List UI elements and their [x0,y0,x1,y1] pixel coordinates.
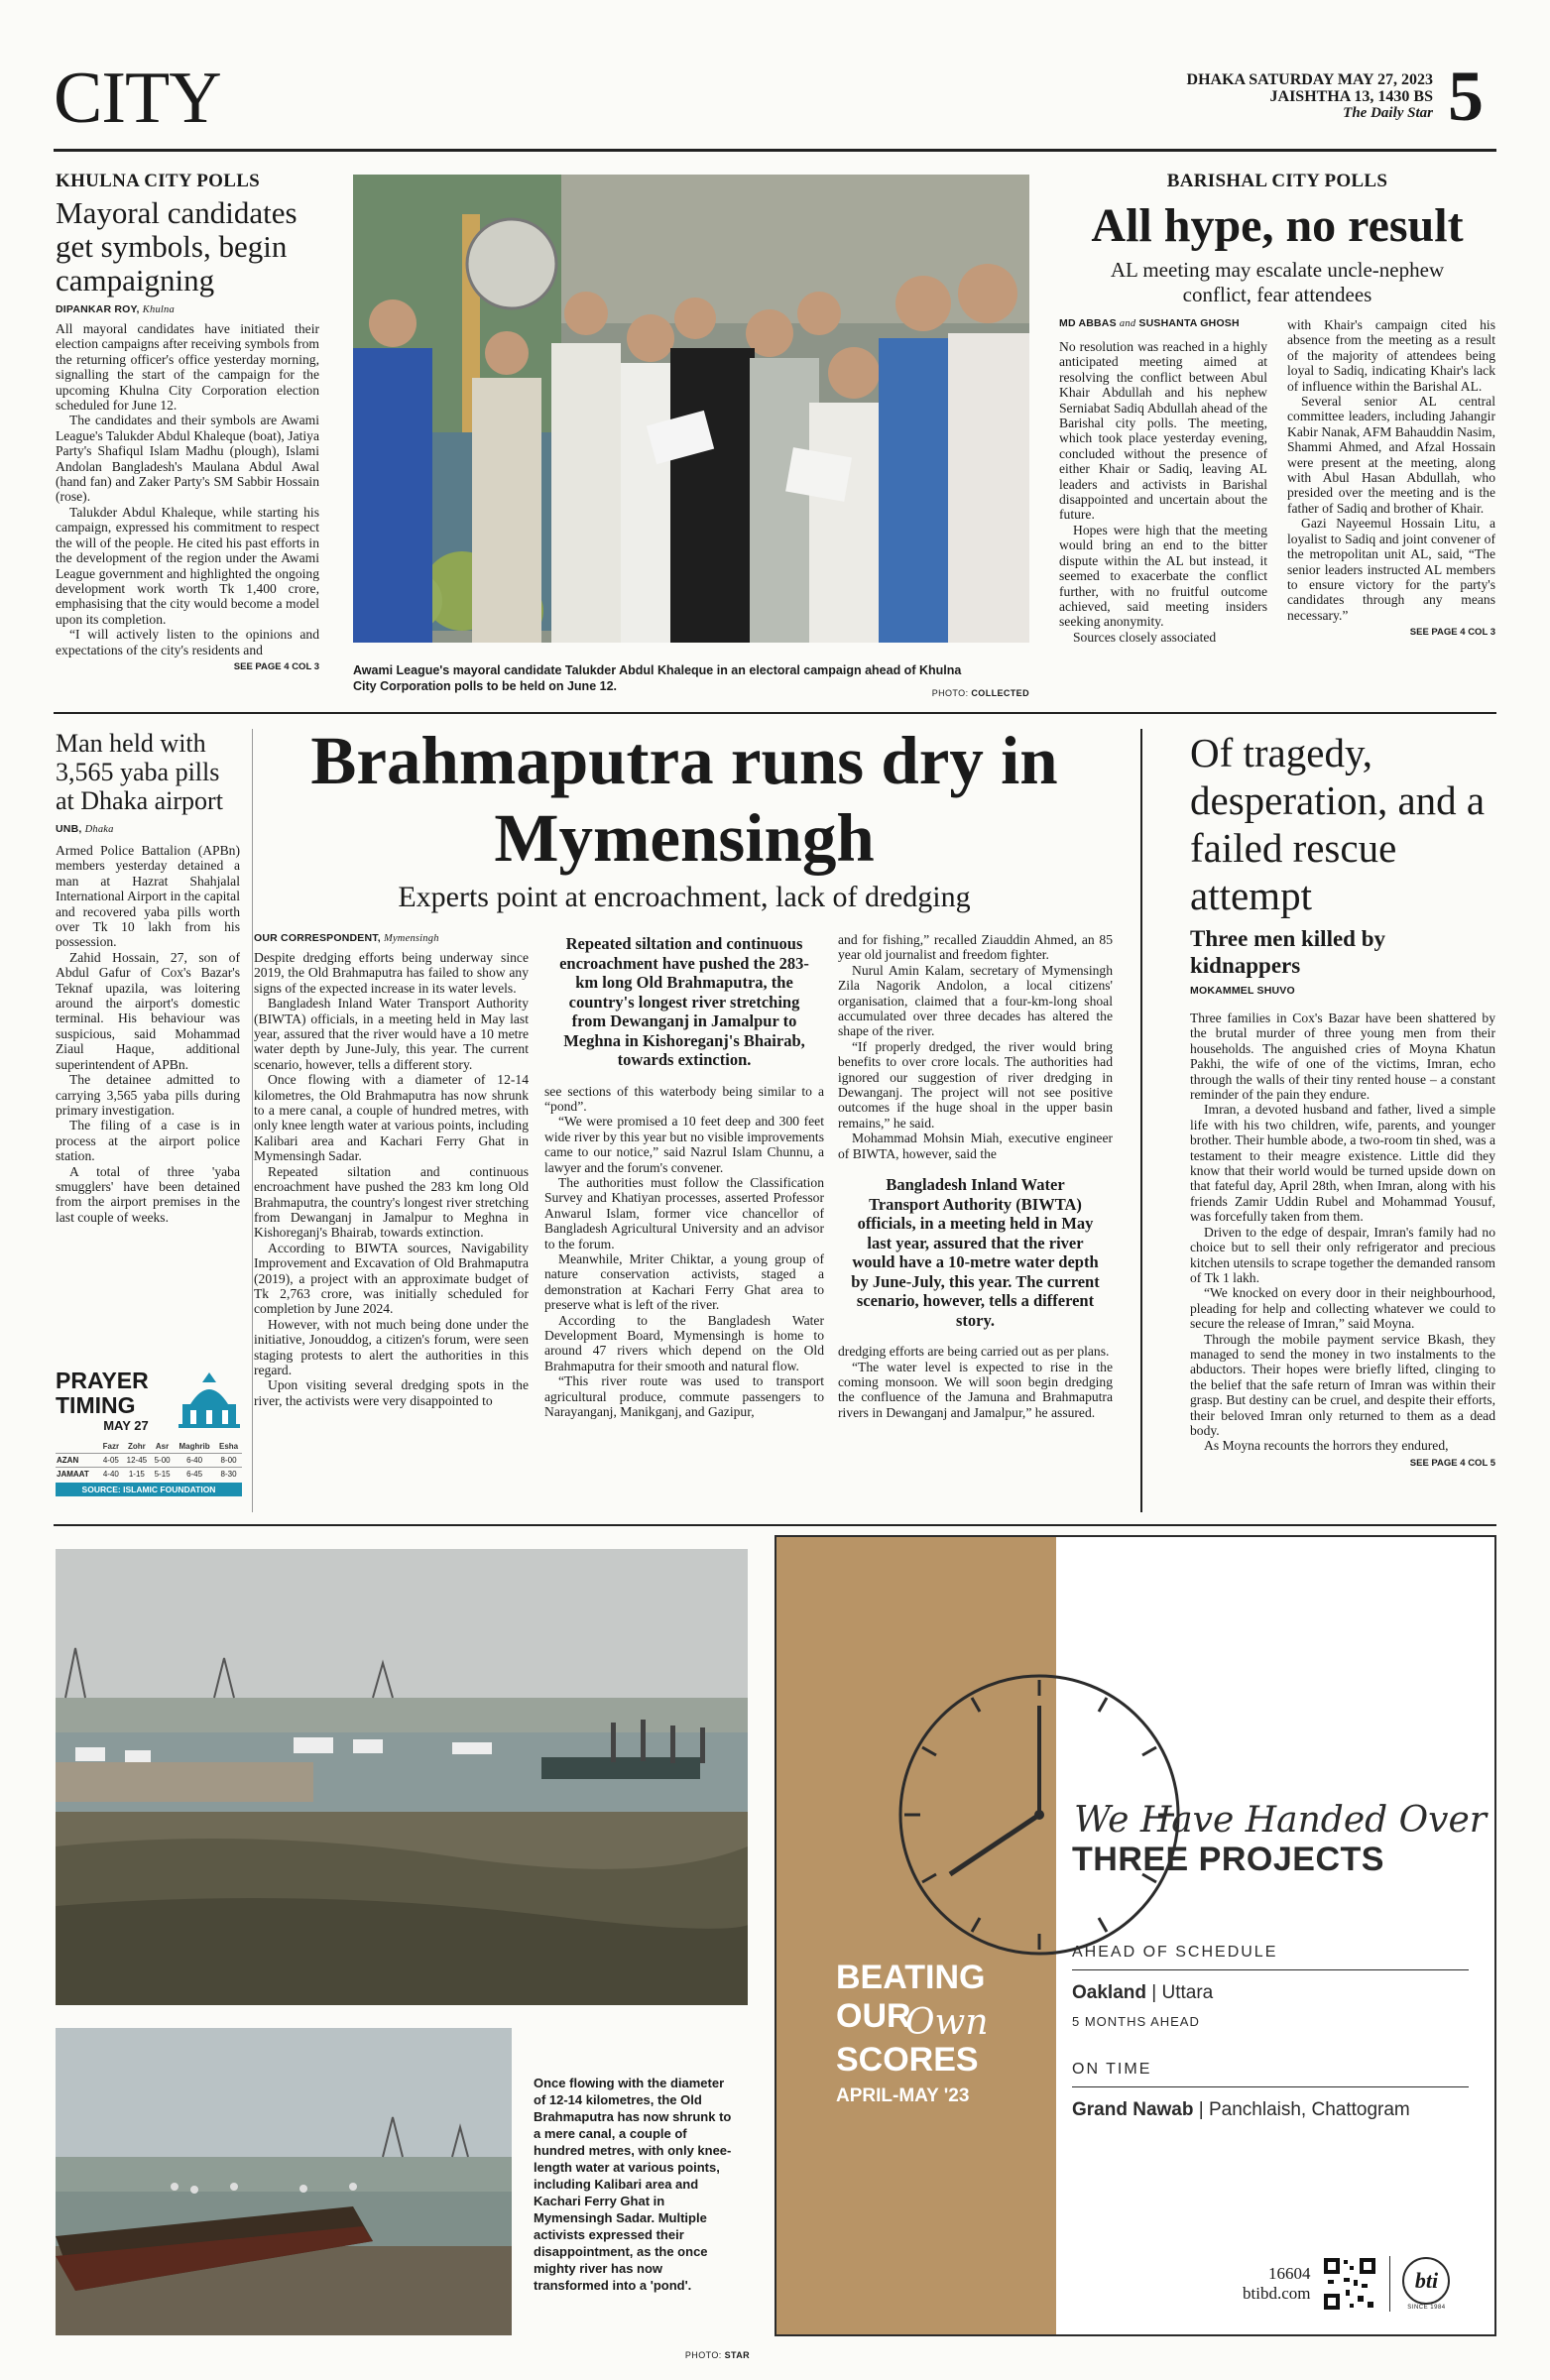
prayer-col-header: Esha [218,1442,239,1451]
yaba-paragraph: The detainee admitted to carrying 3,565 yaba pills during primary investigation. [56,1072,240,1118]
khulna-byline-name: DIPANKAR ROY, [56,303,140,315]
brahmaputra-col2 [544,932,824,1419]
tragedy-headline: Of tragedy, desperation, and a failed rescue attempt [1190,730,1486,918]
prayer-time: 6-45 [186,1470,203,1479]
river-photo-top-art [56,1549,748,2005]
ad-beating-line2: OUR [836,1997,911,2035]
section-divider [54,1524,1496,1526]
prayer-row-label: JAMAAT [57,1470,89,1479]
ad-separator: | [1151,1982,1157,2003]
tragedy-paragraph: Driven to the edge of despair, Imran's family had no choice but to sell their only refrigerator and precious kitchen utensils to scrape together the demanded ransom of Tk 1 lakh. [1190,1224,1495,1285]
barishal-paragraph: Hopes were high that the meeting would bring an end to the bitter dispute within the AL but instead, it seemed to exacerbate the conflict further, with no fruitful outcome achieved, said meeting insiders seeking anonymity. [1059,522,1267,630]
section-divider [54,712,1496,714]
brahmaputra-paragraph: However, with not much being done under the initiative, Jonouddog, a citizen's forum, were seen staging protests to alert the authorities in this regard. [254,1316,529,1377]
barishal-paragraph: No resolution was reached in a highly anticipated meeting aimed at resolving the conflict between Abul Khair Abdullah and his nephew Serniabat Sadiq Abdullah ahead of the Barishal city polls. The meeting, which took place yesterday evening, concluded without the presence of either Khair or Sadiq, leaving AL leaders and activists in Barishal disappointed and uncertain about the future. [1059,339,1267,523]
yaba-byline-name: UNB, [56,823,82,835]
khulna-campaign-photo-art [353,175,1029,643]
barishal-paragraph: Several senior AL central committee leaders, including Jahangir Kabir Nanak, AFM Bahauddin Nasim, Shammi Ahmed, and Afzal Hossain were present at the meeting, along with Abul Hasan Abdullah, who presided over the meeting and is the father of Sadiq and brother of Khair. [1287,394,1495,516]
barishal-paragraph: Sources closely associated [1073,629,1217,645]
brahmaputra-paragraph: “This river route was used to transport agricultural produce, commute passengers to Narayanganj, Manikganj, and Gazipur, [544,1373,824,1420]
khulna-kicker: KHULNA CITY POLLS [56,171,261,191]
ad-beating-script: Own [905,2002,989,2043]
masthead-bangla-date: JAISHTHA 13, 1430 BS [1269,88,1433,105]
brahmaputra-paragraph: “If properly dredged, the river would bring benefits to over crore locals. The authorities had ignored our suggestion of river dredging in Dewanganj. The project will not see positive outcomes if the huge shoal in the upper basin remains,” he said. [838,1038,1113,1130]
river-photo-top [56,1549,748,2005]
ad-details [1072,1944,1469,2121]
brahmaputra-dateline: Mymensingh [384,933,439,944]
photo-credit-label: PHOTO: [684,2350,722,2360]
brahmaputra-paragraph: “The water level is expected to rise in the coming monsoon. We will soon begin dredging the confluence of the Jamuna and Brahmaputra rivers in Dewanganj and Jamalpur,” he assured. [838,1359,1113,1420]
prayer-time: 5-00 [154,1456,171,1465]
brahmaputra-body-col1 [254,950,529,1408]
brahmaputra-paragraph: Upon visiting several dredging spots in the river, the activists were very disappointed to [254,1377,529,1408]
prayer-col-header: Maghrib [179,1442,210,1451]
prayer-time: 8-30 [220,1470,237,1479]
brahmaputra-paragraph: dredging efforts are being carried out as per plans. [838,1344,1110,1360]
yaba-story [56,729,240,1225]
brahmaputra-body-col3-end [838,1344,1113,1420]
ad-period: APRIL-MAY '23 [836,2085,970,2106]
brahmaputra-paragraph: Nurul Amin Kalam, secretary of Mymensingh Zila Nagorik Andolon, a local citizens' organisation, claimed that a four-km-long shoal accumulated over three decades has altered the shape of the river. [838,962,1113,1039]
barishal-byline-a: MD ABBAS [1059,317,1117,329]
photo-credit-source: STAR [724,2350,750,2360]
brahmaputra-body-col2 [544,1084,824,1420]
ad-big-line: THREE PROJECTS [1072,1841,1384,1878]
yaba-paragraph: Armed Police Battalion (APBn) members yesterday detained a man at Hazrat Shahjalal International Airport in the capital and recovered yaba pills worth over Tk 10 lakh from his possession. [56,843,240,950]
yaba-byline [56,823,240,835]
yaba-paragraph: The filing of a case is in process at the airport police station. [56,1118,240,1164]
khulna-paragraph: “I will actively listen to the opinions and expectations of the city's residents and [56,627,319,657]
brahmaputra-paragraph: Repeated siltation and continuous encroachment have pushed the 283 km long Old Brahmaputra, the country's longest river stretching from Dewanganj in Jamalpur to Meghna in Kishoreganj's Bhairab, towards extinction. [254,1163,529,1241]
khulna-photo-credit [912,688,1029,698]
ad-hotline: 16604 [1267,2264,1311,2283]
barishal-story [1059,171,1495,645]
prayer-timing-box [56,1368,242,1496]
tragedy-paragraph: Imran, a devoted husband and father, lived a simple life with his two children, wife, parents, and younger brother. Their humble abode, a two-room tin shed, was a testament to their meagre existence. Little did they know that their world would be turned upside down on that fateful day, April 28th, when Imran, along with his friends Zamir Uddin Rubel and Mohammad Yousuf, was forcefully taken from them. [1190,1102,1495,1225]
masthead-date-block [1140,71,1433,122]
ad-section-ontime: ON TIME [1072,2061,1469,2087]
brahmaputra-paragraph: Bangladesh Inland Water Transport Authority (BIWTA) officials, in a meeting held in May last year, assured that the river would have a 10 metre water depth by June-July, this year. The current scenario, however, tells a different story. [254,996,529,1072]
ad-project2-location: Panchlaish, Chattogram [1208,2099,1410,2120]
ad-website[interactable]: btibd.com [1243,2284,1311,2303]
prayer-title-line1: PRAYER [56,1368,149,1393]
barishal-paragraph: Gazi Nayeemul Hossain Litu, a loyalist to Sadiq and joint convener of the metropolitan unit AL, said, “The senior leaders instructed AL members to ensure victory for the party's candidates through any means necessary.” [1287,516,1495,623]
yaba-body [56,843,240,1225]
ad-script-line: We Have Handed Over [1074,1800,1488,1841]
bti-since: SINCE 1984 [1407,2305,1446,2311]
photo-credit-label: PHOTO: [931,688,969,698]
tragedy-see-more-link[interactable]: SEE PAGE 4 COL 5 [1409,1457,1495,1469]
khulna-byline [56,303,319,315]
column-divider [252,729,253,1512]
brahmaputra-pull-quote-1: Repeated siltation and continuous encroachment have pushed the 283-km long Old Brahmaputra, the country's longest river stretching from Dewanganj in Jamalpur to Meghna in Kishoreganj's Bhairab, towards extinction. [559,934,809,1069]
river-photo-caption: Once flowing with the diameter of 12-14 kilometres, the Old Brahmaputra has now shrunk to a mere canal, a couple of hundred metres, with only knee-length water at various points, including Kalibari area and Kachari Ferry Ghat in Mymensingh Sadar. Multiple activists expressed their disappointment, as the once mighty river has now transformed into a 'pond'. [534,2076,732,2293]
barishal-kicker: BARISHAL CITY POLLS [1166,171,1388,191]
brahmaputra-paragraph: Mohammad Mohsin Miah, executive engineer of BIWTA, however, said the [838,1130,1113,1161]
brahmaputra-subhead: Experts point at encroachment, lack of dredging [398,881,971,913]
brahmaputra-paragraph: Once flowing with a diameter of 12-14 kilometres, the Old Brahmaputra has now shrunk to a mere canal, a couple of hundred metres, with only knee length water at various points, including Kalibari area and Kachari Ferry Ghat in Mymensingh Sadar. [254,1072,529,1164]
prayer-date: MAY 27 [103,1418,149,1433]
river-photo-bottom [56,2028,512,2335]
ad-project2-name: Grand Nawab [1072,2099,1194,2120]
ad-project1-location: Uttara [1161,1982,1214,2003]
barishal-subhead: AL meeting may escalate uncle-nephew conflict, fear attendees [1110,258,1445,306]
tragedy-paragraph: Three families in Cox's Bazar have been shattered by the brutal murder of three young men from their households. The anguished cries of Moyna Khatun Pakhi, the wife of one of the victims, Imran, echo through the walls of their tiny rented house – a constant reminder of the pain they endure. [1190,1011,1495,1103]
yaba-dateline: Dhaka [84,824,114,835]
brahmaputra-col3 [838,932,1113,1420]
khulna-body [56,321,319,657]
brahmaputra-paragraph: see sections of this waterbody being similar to a “pond”. [544,1083,824,1114]
barishal-headline: All hype, no result [1091,199,1464,252]
brahmaputra-paragraph: The authorities must follow the Classification Survey and Khatiyan processes, asserted Professor Anwarul Islam, former vice chancellor of Bangladesh Agricultural University and an advisor to the forum. [544,1174,824,1251]
khulna-campaign-photo [353,175,1029,643]
prayer-timing-table [56,1440,242,1481]
tragedy-paragraph: Through the mobile payment service Bkash, they managed to send the money in two instalments to the abductors. Their hopes were briefly lifted, clinging to the belief that the safe return of Imran was within their grasp. But destiny can be cruel, and despite their efforts, their beloved Imran only returned to them as a dead body. [1190,1331,1495,1438]
yaba-paragraph: Zahid Hossain, 27, son of Abdul Gafur of Cox's Bazar's Teknaf upazila, was loitering around the airport's domestic terminal. His behaviour was suspicious, said Mohammad Ziaul Haque, additional superintendent of APBn. [56,949,240,1072]
brahmaputra-paragraph: According to the Bangladesh Water Development Board, Mymensingh is home to around 47 rivers which depend on the Old Brahmaputra for their smooth and natural flow. [544,1312,824,1373]
barishal-body-col1 [1059,339,1267,645]
barishal-see-more-link[interactable]: SEE PAGE 4 COL 3 [1409,627,1495,639]
brahmaputra-paragraph: Despite dredging efforts being underway since 2019, the Old Brahmaputra has failed to show any signs of the expected increase in its water levels. [254,950,529,996]
brahmaputra-pull-quote-2: Bangladesh Inland Water Transport Authority (BIWTA) officials, in a meeting held in May last year, assured that the river would have a 10-metre water depth by June-July, this year. The current scenario, however, tells a different story. [851,1175,1100,1330]
tragedy-byline: MOKAMMEL SHUVO [1190,985,1295,997]
river-photo-bottom-art [56,2028,512,2335]
barishal-byline-b: SUSHANTA GHOSH [1138,317,1240,329]
prayer-time: 6-40 [186,1456,203,1465]
ad-project1-name: Oakland [1072,1982,1146,2003]
masthead-paper-name: The Daily Star [1343,105,1433,121]
page-number: 5 [1448,57,1484,136]
brahmaputra-paragraph: and for fishing,” recalled Ziauddin Ahmed, an 85 year old journalist and freedom fighter. [838,932,1113,963]
column-divider [1140,729,1142,1512]
masthead-date: DHAKA SATURDAY MAY 27, 2023 [1186,71,1433,88]
khulna-paragraph: Talukder Abdul Khaleque, while starting his campaign, expressed his commitment to respect the will of the people. He cited his past efforts in the development of the region under the Awami League government and highlighted the ongoing development work worth Tk 1,400 crore, emphasising that the city would become a model upon its completion. [56,504,319,627]
khulna-photo-caption: Awami League's mayoral candidate Talukder Abdul Khaleque in an electoral campaign ahead of Khulna City Corporation polls to be held on June 12. [353,663,962,693]
tragedy-paragraph: As Moyna recounts the horrors they endured, [1204,1438,1449,1454]
ad-footer [1243,2249,1490,2319]
bti-logo: bti [1402,2257,1450,2305]
barishal-body-col2 [1287,317,1495,623]
brahmaputra-paragraph: Meanwhile, Mriter Chiktar, a young group of nature conservation activists, staged a demonstration at Kachari Ferry Ghat area to preserve what is left of the river. [544,1250,824,1313]
prayer-time: 8-00 [220,1456,237,1465]
khulna-story [56,171,319,672]
khulna-dateline: Khulna [142,304,175,315]
bti-advertisement[interactable] [775,1535,1496,2336]
prayer-title-line2: TIMING [56,1392,136,1418]
prayer-source: SOURCE: ISLAMIC FOUNDATION [56,1483,242,1496]
khulna-paragraph: The candidates and their symbols are Awami League's Talukder Abdul Khaleque (boat), Jatiya Party's Shafiqul Islam Madhu (plough), Islami Andolan Bangladesh's Maulana Abdul Awal (hand fan) and Zaker Party's SM Sabbir Hossain (rose). [56,413,319,505]
river-photo-credit [635,2350,750,2360]
prayer-time: 5-15 [154,1470,171,1479]
barishal-byline-and: and [1119,318,1136,329]
prayer-col-header: Asr [155,1442,170,1451]
tragedy-story [1190,729,1495,1469]
ad-section-ahead: AHEAD OF SCHEDULE [1072,1944,1469,1970]
brahmaputra-byline-name: OUR CORRESPONDENT, [254,932,381,944]
masthead-rule [54,149,1496,152]
prayer-time: 12-45 [126,1456,148,1465]
brahmaputra-byline [254,932,529,944]
qr-code-icon[interactable] [1322,2256,1377,2312]
tragedy-body [1190,1011,1495,1454]
yaba-paragraph: A total of three 'yaba smugglers' have been detained from the airport premises in the last couple of weeks. [56,1163,240,1225]
prayer-row-label: AZAN [57,1456,79,1465]
barishal-paragraph: with Khair's campaign cited his absence from the meeting as a result of the majority of attendees being loyal to Sadiq, indicating Khair's lack of influence within the Barishal AL. [1287,317,1495,394]
ad-beating-block [836,1959,1044,2107]
prayer-col-header: Fazr [102,1442,120,1451]
photo-credit-source: COLLECTED [971,688,1029,698]
prayer-time: 1-15 [128,1470,145,1479]
brahmaputra-col1 [254,932,529,1408]
ad-separator: | [1198,2099,1204,2120]
yaba-headline: Man held with 3,565 yaba pills at Dhaka airport [56,729,223,815]
prayer-col-header [56,1440,99,1454]
prayer-time: 4-05 [102,1456,119,1465]
khulna-paragraph: All mayoral candidates have initiated their election campaigns after receiving symbols from the returning officer's office yesterday morning, signalling the start of the campaign for the upcoming Khulna City Corporation election scheduled for June 12. [56,321,319,414]
brahmaputra-paragraph: According to BIWTA sources, Navigability Improvement and Excavation of Old Brahmaputra (2019), a project with an approximate budget of Tk 2,763 crore, was initially scheduled for completion by June 2024. [254,1240,529,1317]
section-title: CITY [54,58,221,139]
ad-beating-line3: SCORES [836,2041,979,2079]
prayer-time: 4-40 [102,1470,119,1479]
brahmaputra-headline: Brahmaputra runs dry in Mymensingh [310,723,1058,876]
tragedy-paragraph: “We knocked on every door in their neighbourhood, pleading for help and collecting whatever we could to secure the release of Imran,” said Moyna. [1190,1285,1495,1332]
khulna-see-more-link[interactable]: SEE PAGE 4 COL 3 [233,660,319,672]
ad-project1-note: 5 MONTHS AHEAD [1072,2014,1200,2029]
khulna-headline: Mayoral candidates get symbols, begin campaigning [56,195,298,298]
mosque-icon [177,1368,242,1430]
brahmaputra-body-col3 [838,932,1113,1161]
ad-beating-line1: BEATING [836,1959,986,1996]
tragedy-subhead: Three men killed by kidnappers [1190,926,1386,978]
barishal-byline [1059,317,1267,329]
prayer-col-header: Zohr [127,1442,146,1451]
brahmaputra-paragraph: “We were promised a 10 feet deep and 300 feet wide river by this year but no visible improvements came to our notice,” said Nazrul Islam Chunnu, a lawyer and the forum's convener. [544,1114,824,1175]
